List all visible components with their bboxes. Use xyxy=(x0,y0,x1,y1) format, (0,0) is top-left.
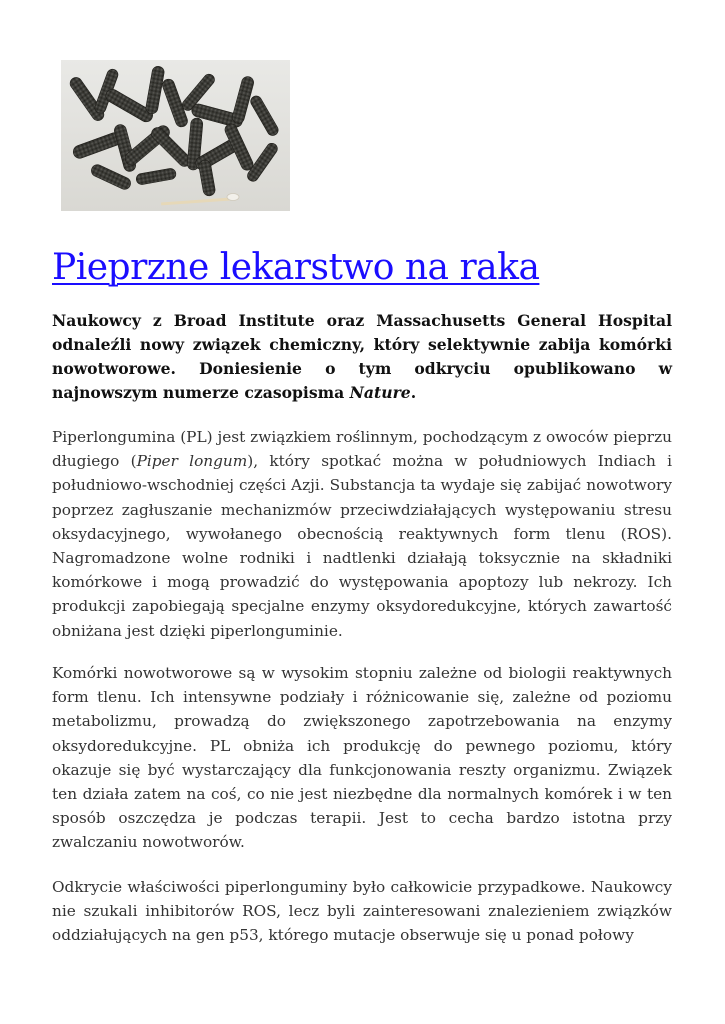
paragraph-1 xyxy=(52,425,672,643)
species-name: Piper longum xyxy=(136,452,248,471)
lead-end: . xyxy=(410,383,417,402)
paragraph-1-end: ), który spotkać można w południowych Indiach i południowo-wschodniej części Azji. Substancja ta wydaje się zabijać nowotwory poprzez zagłuszanie mechanizmów przeciwdziałających występowaniu stresu oksydacyjnego, wywołanego obecnością reaktywnych form tlenu (ROS). Nagromadzone wolne rodniki i nadtlenki działają toksycznie na składniki komórkowe i mogą prowadzić do występowania apoptozy lub nekrozy. Ich produkcji zapobiegają specjalne enzymy oksydoredukcyjne, których zawartość obniżana jest dzięki piperlonguminie. xyxy=(52,452,672,640)
paragraph-1-start: Piperlongumina (PL) jest związkiem roślinnym, pochodzącym z owoców pieprzu długiego ( xyxy=(52,428,672,471)
article-title-link[interactable]: Pieprzne lekarstwo na raka xyxy=(52,247,540,288)
paragraph-3: Odkrycie właściwości piperlonguminy było całkowicie przypadkowe. Naukowcy nie szukali inhibitorów ROS, lecz byli zainteresowani znalezieniem związków oddziałujących na gen p53, którego mutacje obserwuje się u ponad połowy xyxy=(52,878,672,945)
long-pepper-image xyxy=(61,60,290,211)
lead-journal-name: Nature xyxy=(349,383,411,402)
paragraph-2: Komórki nowotworowe są w wysokim stopniu zależne od biologii reaktywnych form tlenu. Ich intensywne podziały i różnicowanie się, zależne od poziomu metabolizmu, prowadzą do zwiększonego zapotrzebowania na enzymy oksydoredukcyjne. PL obniża ich produkcję do pewnego poziomu, który okazuje się być wystarczający dla funkcjonowania reszty organizmu. Związek ten działa zatem na coś, co nie jest niezbędne dla normalnych komórek i w ten sposób oszczędza je podczas terapii. Jest to cecha bardzo istotna przy zwalczaniu nowotworów. xyxy=(52,664,672,852)
lead-text: Naukowcy z Broad Institute oraz Massachusetts General Hospital odnaleźli nowy związek chemiczny, który selektywnie zabija komórki nowotworowe. Doniesienie o tym odkryciu opublikowano w najnowszym numerze czasopisma xyxy=(52,311,672,402)
article-image xyxy=(61,60,290,211)
article-title xyxy=(52,246,672,290)
article-lead xyxy=(52,309,672,405)
